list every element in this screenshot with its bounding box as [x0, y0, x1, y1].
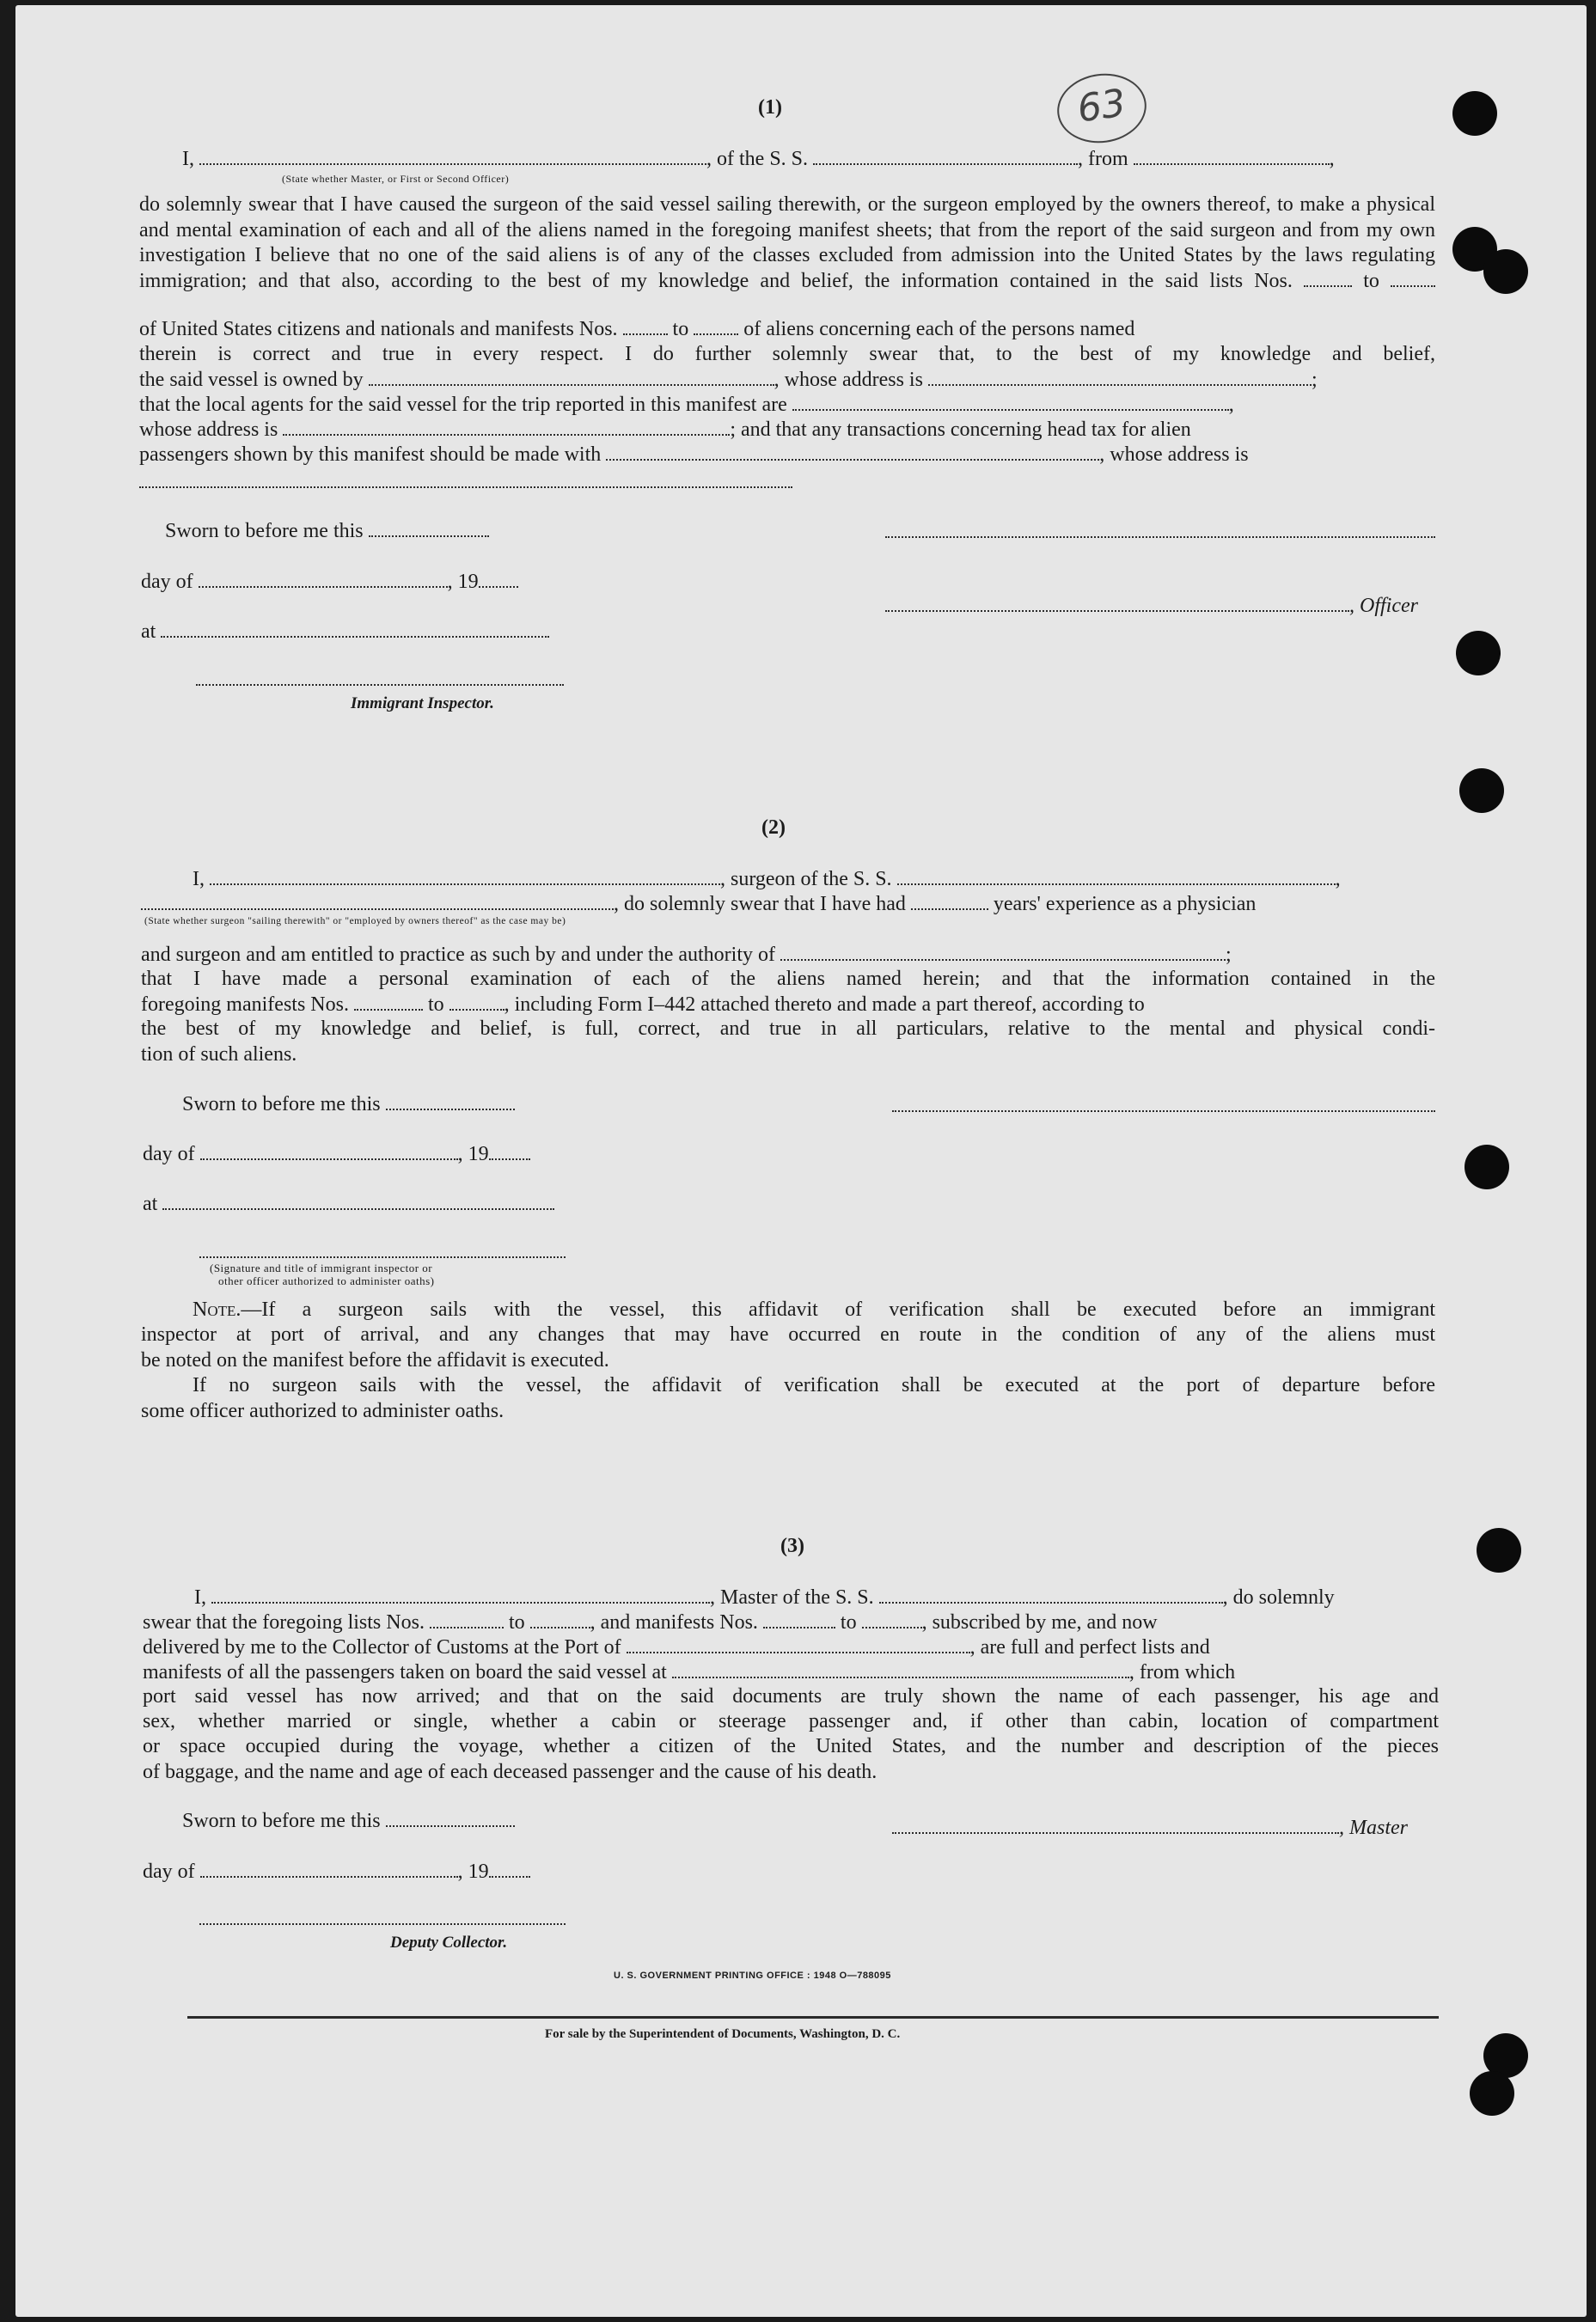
blank-s3-lists-from: [430, 1611, 504, 1628]
blank-agent-address: [283, 419, 730, 436]
s1-owner-address-label: , whose address is: [774, 369, 923, 391]
blank-master-signature: [892, 1817, 1339, 1834]
s3-passengers-text: manifests of all the passengers taken on board the said vessel at: [143, 1661, 667, 1683]
s1-line-citizens: [139, 316, 1134, 342]
s1-officer-label: , Officer: [1349, 595, 1418, 617]
blank-s3-manifests-from: [763, 1611, 835, 1628]
s1-dayof: [141, 569, 518, 595]
s1-line-agents: that the local agents for the said vessel for the trip reported in this manifest are ,: [139, 394, 1234, 416]
s1-aliens-text: of aliens concerning each of the persons named: [743, 318, 1135, 340]
punch-hole: [1465, 1145, 1509, 1189]
s2-year-label: , 19: [457, 1143, 489, 1165]
blank-surgeon-name: [210, 868, 720, 885]
blank-master-name: [211, 1586, 710, 1604]
blank-s3-year: [489, 1861, 530, 1878]
s2-line-6: the best of my knowledge and belief, is full, correct, and true in all particulars, relative to the mental and physical condi-: [141, 1017, 1435, 1040]
s1-year-label: , 19: [447, 571, 479, 593]
s1-agents-text: that the local agents for the said vessel for the trip reported in this manifest are: [139, 394, 787, 416]
s2-sig-caption-1: (Signature and title of immigrant inspector or: [210, 1262, 433, 1274]
blank-s2-sworn-date: [386, 1093, 515, 1110]
section-1-number: (1): [758, 96, 782, 119]
blank-manifest-to: [694, 318, 738, 335]
s3-line-5: port said vessel has now arrived; and that on the said documents are truly shown the name of each passenger, his age and: [143, 1685, 1439, 1708]
blank-s3-day: [200, 1861, 458, 1878]
s3-sworn: [182, 1808, 515, 1834]
blank-s2-day: [200, 1143, 458, 1160]
s1-inspector: Immigrant Inspector.: [351, 694, 494, 712]
s2-at: [143, 1191, 554, 1217]
section-3-number: (3): [780, 1535, 804, 1557]
s3-line-6: sex, whether married or single, whether a cabin or steerage passenger and, if other than cabin, location of compartment: [143, 1710, 1439, 1732]
s3-subscribed-text: , subscribed by me, and now: [921, 1611, 1158, 1634]
s3-perfect-text: , are full and perfect lists and: [969, 1636, 1210, 1659]
s3-year-label: , 19: [457, 1861, 489, 1883]
s3-to-2: to: [840, 1611, 857, 1634]
s3-sworn-label: Sworn to before me this: [182, 1810, 381, 1832]
s3-master-sig: [892, 1815, 1408, 1841]
s3-master-of: , Master of the S. S.: [710, 1586, 874, 1609]
blank-transactions-with: [606, 443, 1099, 461]
s1-officer-caption: (State whether Master, or First or Second Officer): [282, 173, 510, 185]
s3-collector-text: delivered by me to the Collector of Customs at the Port of: [143, 1636, 621, 1659]
s1-at: [141, 619, 549, 645]
s1-officer: [885, 593, 1418, 619]
s1-to: to: [1363, 269, 1379, 292]
s1-paragraph-text: do solemnly swear that I have caused the surgeon of the said vessel sailing therewith, or the surgeon employed by the owners thereof, to make a physical and mental examination of each and all of the aliens named in the foregoing manifest sheets; that from the report of the said surgeon and from my own investigation I believe that no one of the said aliens is of any of the classes excluded from admission into the United States by the laws regulating immigration; and that also, according to the best of my knowledge and belief, the information contained in the said lists Nos.: [139, 193, 1435, 292]
s1-head-tax-text: ; and that any transactions concerning head tax for alien: [730, 419, 1191, 441]
s2-sworn-label: Sworn to before me this: [182, 1093, 381, 1115]
s1-line-therein: therein is correct and true in every respect. I do further solemnly swear that, to the best of my knowledge and belief,: [139, 343, 1435, 365]
s2-sig-caption-2: other officer authorized to administer oaths): [218, 1274, 435, 1287]
s2-dayof-label: day of: [143, 1143, 195, 1165]
blank-officer: [885, 595, 1349, 612]
s2-line-3: and surgeon and am entitled to practice as such by and under the authority of ;: [141, 944, 1232, 966]
s3-to-1: to: [508, 1611, 525, 1634]
s2-note-line-5: some officer authorized to administer oaths.: [141, 1400, 504, 1422]
blank-authority: [780, 944, 1226, 961]
s3-line-4: [143, 1659, 1235, 1685]
s1-sworn-label: Sworn to before me this: [165, 520, 364, 542]
s1-at-label: at: [141, 620, 156, 643]
s3-manifests-text: , and manifests Nos.: [590, 1611, 758, 1634]
blank-embark-port: [672, 1661, 1129, 1678]
blank-deputy-signature: [199, 1923, 566, 1925]
s2-i: I,: [193, 868, 205, 890]
s2-form-text: , including Form I–442 attached thereto and made a part thereof, according to: [504, 993, 1145, 1016]
s2-dayof: [143, 1141, 530, 1167]
s1-passengers-text: passengers shown by this manifest should be made with: [139, 443, 602, 466]
s2-line-1: I, , surgeon of the S. S. ,: [193, 868, 1341, 890]
blank-s3-lists-to: [530, 1611, 590, 1628]
s2-authority-text: and surgeon and am entitled to practice as such by and under the authority of: [141, 944, 775, 966]
s2-sworn: [182, 1091, 515, 1117]
s2-note-line-1: [193, 1298, 1435, 1323]
s3-line-2: [143, 1610, 1158, 1635]
punch-hole: [1459, 768, 1504, 813]
blank-day: [199, 571, 448, 588]
s2-line-5: [141, 992, 1145, 1017]
blank-manifests-from: [354, 993, 423, 1011]
s3-lists-text: swear that the foregoing lists Nos.: [143, 1611, 425, 1634]
note-label: Note.: [193, 1298, 242, 1321]
sale-line: For sale by the Superintendent of Documents, Washington, D. C.: [545, 2027, 901, 2041]
s2-note-line-4: If no surgeon sails with the vessel, the affidavit of verification shall be executed at the port of departure before: [193, 1374, 1435, 1396]
s3-line-1: [194, 1585, 1335, 1610]
note-text-1: —If a surgeon sails with the vessel, this affidavit of verification shall be executed before an immigrant: [241, 1298, 1435, 1321]
blank-agents: [792, 394, 1229, 411]
blank-port: [627, 1636, 970, 1653]
s3-line-3: [143, 1635, 1210, 1660]
s2-line-7: tion of such aliens.: [141, 1043, 297, 1066]
s2-swear-text: , do solemnly swear that I have had: [614, 893, 906, 915]
s2-note-line-3: be noted on the manifest before the affidavit is executed.: [141, 1349, 609, 1372]
punch-hole: [1483, 249, 1528, 294]
blank-s3-sworn-date: [386, 1810, 515, 1827]
blank-manifests-to: [449, 993, 504, 1011]
blank-sworn-date: [369, 520, 489, 537]
blank-s2-year: [489, 1143, 530, 1160]
form-page: [15, 5, 1587, 2317]
blank-from-port: [1134, 148, 1330, 165]
s1-line-whose: [139, 417, 1191, 443]
s1-sworn: [165, 518, 489, 544]
s1-whose-address-2: , whose address is: [1099, 443, 1249, 466]
s3-i: I,: [194, 1586, 206, 1609]
blank-list-from: [1304, 270, 1352, 287]
punch-hole: [1470, 2071, 1514, 2116]
blank-years: [911, 893, 988, 910]
blank-manifest-from: [623, 318, 668, 335]
s2-note-line-2: inspector at port of arrival, and any changes that may have occurred en route in the condition of any of the aliens must: [141, 1323, 1435, 1346]
blank-year: [479, 571, 518, 588]
punch-hole: [1452, 91, 1497, 136]
blank-inspector-signature: [196, 684, 564, 686]
blank-s2-at: [162, 1193, 554, 1210]
blank-officer-signature: [885, 536, 1435, 538]
blank-surgeon-type: [141, 893, 614, 910]
punch-hole: [1477, 1528, 1521, 1573]
s2-to: to: [427, 993, 444, 1016]
s3-master-label: , Master: [1339, 1817, 1408, 1839]
blank-owner: [369, 369, 774, 386]
blank-master-vessel: [879, 1586, 1223, 1604]
s1-line-owned: the said vessel is owned by , whose address is ;: [139, 369, 1318, 391]
printing-office-line: U. S. GOVERNMENT PRINTING OFFICE : 1948 O—788095: [614, 1971, 891, 1981]
s1-paragraph: [139, 192, 1435, 294]
s2-line-4: that I have made a personal examination of each of the aliens named herein; and that the information contained in the: [141, 968, 1435, 990]
s2-manifests-text: foregoing manifests Nos.: [141, 993, 349, 1016]
s2-at-label: at: [143, 1193, 158, 1215]
s2-surgeon-caption: (State whether surgeon "sailing therewith" or "employed by owners thereof" as the case may be): [144, 916, 566, 926]
s2-years-text: years' experience as a physician: [993, 893, 1257, 915]
punch-hole: [1456, 631, 1501, 675]
s3-dayof-label: day of: [143, 1861, 195, 1883]
blank-vessel-name: [813, 148, 1078, 165]
s1-line-1: I, , of the S. S. , from ,: [182, 148, 1335, 170]
s3-line-8: of baggage, and the name and age of each deceased passenger and the cause of his death.: [143, 1761, 877, 1783]
s1-line-passengers: [139, 442, 1249, 467]
blank-list-to: [1391, 270, 1435, 287]
blank-s3-manifests-to: [862, 1611, 922, 1628]
blank-officer-title: [199, 148, 706, 165]
s1-dayof-label: day of: [141, 571, 193, 593]
s1-owned-by: the said vessel is owned by: [139, 369, 364, 391]
s1-citizens-text: of United States citizens and nationals and manifests Nos.: [139, 318, 618, 340]
handwritten-page-number: 63: [1053, 68, 1151, 149]
s3-line-7: or space occupied during the voyage, whether a citizen of the United States, and the number and description of the pieces: [143, 1735, 1439, 1757]
s2-surgeon-of: , surgeon of the S. S.: [720, 868, 892, 890]
s1-whose-address: whose address is: [139, 419, 278, 441]
s1-to-2: to: [672, 318, 689, 340]
s3-solemnly: , do solemnly: [1222, 1586, 1335, 1609]
s3-deputy: Deputy Collector.: [390, 1934, 508, 1952]
s3-dayof: [143, 1859, 530, 1885]
blank-address-continued: [139, 486, 792, 488]
blank-at: [161, 620, 549, 638]
s3-from-which: , from which: [1128, 1661, 1236, 1683]
section-2-number: (2): [761, 816, 786, 839]
footer-rule: [187, 2016, 1439, 2019]
blank-surgeon-signature: [892, 1110, 1435, 1112]
s1-of-ss: , of the S. S.: [706, 148, 809, 170]
blank-surgeon-vessel: [897, 868, 1336, 885]
s2-line-2: [141, 891, 1256, 917]
blank-owner-address: [928, 369, 1312, 386]
s1-i: I,: [182, 148, 194, 170]
s1-from: , from: [1078, 148, 1128, 170]
blank-inspector-signature-2: [199, 1256, 566, 1258]
